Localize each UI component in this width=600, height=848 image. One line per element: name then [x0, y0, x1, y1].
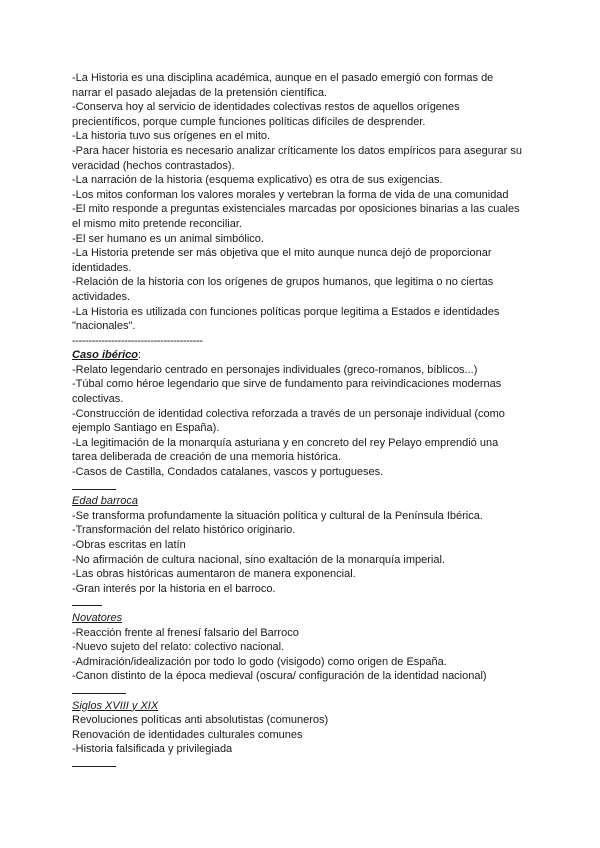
text-line: Renovación de identidades culturales comunes — [72, 728, 303, 741]
text-line: -Las obras históricas aumentaron de manera exponencial. — [72, 568, 356, 581]
text-line: -Conserva hoy al servicio de identidades colectivas restos de aquellos orígenes — [72, 101, 460, 114]
section-edad-barroca — [72, 494, 540, 596]
section-heading-line — [72, 611, 540, 626]
text-line: -El ser humano es un animal simbólico. — [72, 232, 264, 245]
text-line: -Túbal como héroe legendario que sirve de fundamento para reivindicaciones modernas — [72, 378, 502, 391]
text-line: -La legitimación de la monarquía asturiana y en concreto del rey Pelayo emprendió una — [72, 436, 499, 449]
section-novatores — [72, 611, 540, 684]
section-heading-line — [72, 348, 540, 363]
text-line: precientíficos, porque cumple funciones políticas difíciles de desprender. — [72, 115, 426, 128]
horizontal-rule — [72, 480, 540, 495]
section-siglos — [72, 699, 540, 757]
text-line: -Canon distinto de la época medieval (oscura/ configuración de la identidad nacional) — [72, 670, 487, 683]
text-line: Revoluciones políticas anti absolutistas (comuneros) — [72, 714, 329, 727]
text-line: -Para hacer historia es necesario analizar críticamente los datos empíricos para asegurar su — [72, 144, 522, 157]
section-heading: Edad barroca — [72, 495, 139, 508]
text-line: -Obras escritas en latín — [72, 539, 186, 551]
text-line: -Casos de Castilla, Condados catalanes, vascos y portugueses. — [72, 466, 384, 479]
text-line: ejemplo Santiago en España). — [72, 422, 220, 435]
text-line: -Transformación del relato histórico originario. — [72, 524, 296, 537]
text-line: -Reacción frente al frenesí falsario del Barroco — [72, 626, 299, 639]
text-line: -Nuevo sujeto del relato: colectivo nacional. — [72, 641, 285, 654]
text-line: el mismo mito pretende reconciliar. — [72, 217, 242, 230]
text-line: actividades. — [72, 290, 131, 303]
text-line: -La Historia es una disciplina académica, aunque en el pasado emergió con formas de — [72, 72, 494, 84]
text-line: -Los mitos conforman los valores morales y vertebran la forma de vida de una comunidad — [72, 188, 509, 201]
text-line: -Se transforma profundamente la situación política y cultural de la Península Ibérica. — [72, 509, 483, 522]
text-line: identidades. — [72, 261, 132, 274]
section-heading-line — [72, 494, 540, 509]
section-heading: Novatores — [72, 611, 123, 624]
text-line: -Construcción de identidad colectiva reforzada a través de un personaje individual (como — [72, 407, 505, 420]
text-line: "nacionales". — [72, 320, 136, 333]
text-line: -Relato legendario centrado en personajes individuales (greco-romanos, bíblicos...) — [72, 363, 478, 376]
text-line: -El mito responde a preguntas existenciales marcadas por oposiciones binarias a las cuales — [72, 203, 520, 216]
dashed-separator: ---------------------------------------- — [72, 334, 203, 347]
text-line: -Relación de la historia con los orígenes de grupos humanos, que legitima o no ciertas — [72, 276, 494, 289]
text-line: -Admiración/idealización por todo lo godo (visigodo) como origen de España. — [72, 655, 447, 668]
text-line: -La historia tuvo sus orígenes en el mito. — [72, 130, 271, 143]
section-heading-line — [72, 699, 540, 714]
horizontal-rule — [72, 596, 540, 611]
text-line: veracidad (hechos contrastados). — [72, 159, 235, 172]
text-line: narrar el pasado alejadas de la pretensión científica. — [72, 86, 327, 99]
section-heading: Siglos XVIII y XIX — [72, 699, 159, 712]
intro-block — [72, 71, 540, 334]
text-line: -La narración de la historia (esquema explicativo) es otra de sus exigencias. — [72, 174, 443, 187]
horizontal-rule — [72, 684, 540, 699]
section-heading: Caso ibérico — [72, 349, 139, 362]
text-line: -No afirmación de cultura nacional, sino exaltación de la monarquía imperial. — [72, 553, 445, 566]
text-line: -Gran interés por la historia en el barroco. — [72, 582, 276, 595]
text-line: tarea deliberada de creación de una memoria histórica. — [72, 451, 342, 464]
text-line: -La Historia pretende ser más objetiva que el mito aunque nunca dejó de proporcionar — [72, 247, 492, 260]
text-line: -La Historia es utilizada con funciones políticas porque legitima a Estados e identidades — [72, 305, 500, 318]
heading-colon: : — [138, 349, 142, 362]
horizontal-rule — [72, 757, 540, 772]
section-caso-iberico — [72, 348, 540, 479]
text-line: -Historia falsificada y privilegiada — [72, 743, 233, 756]
text-line: colectivas. — [72, 393, 124, 406]
